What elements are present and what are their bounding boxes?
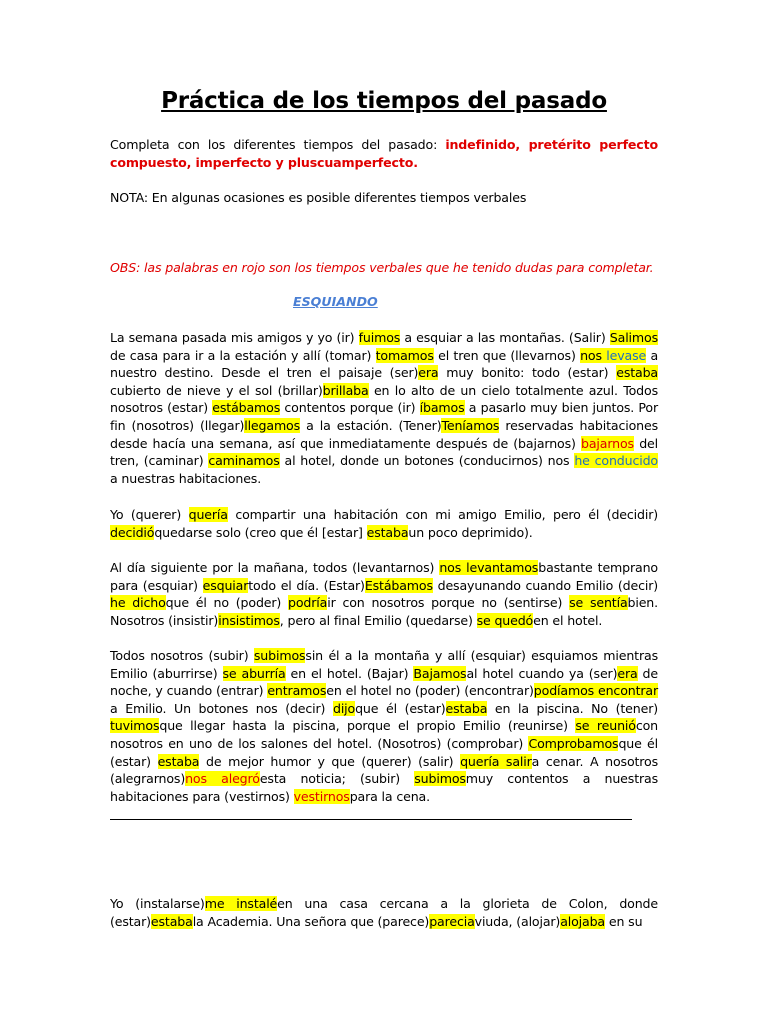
instructions-lead: Completa con los diferentes tiempos del pasado: [110, 137, 446, 152]
answer: brillaba [322, 382, 369, 398]
text: esta noticia; (subir) [259, 771, 415, 787]
answer-doubt: vestirnos [293, 788, 350, 804]
answer: fuimos [358, 330, 401, 345]
text: de noche, y cuando (entrar) [110, 665, 658, 699]
text: todo el día. (Estar) [248, 577, 365, 593]
answer: estaba [150, 913, 193, 929]
answer: nos levantamos [439, 560, 539, 575]
answer: se sentía [569, 595, 628, 611]
answer-part: levase [606, 347, 647, 363]
text: bien. Nosotros (insistir) [110, 595, 658, 628]
answer: Teníamos [441, 417, 500, 433]
answer: tomamos [375, 347, 434, 363]
text: de mejor humor y que (querer) (salir) [199, 753, 461, 769]
text: que él (estar) [110, 735, 658, 769]
answer: me instalé [204, 896, 278, 911]
text: , pero al final Emilio (quedarse) [279, 612, 477, 628]
text: reservadas habitaciones desde hacía una semana, así que inmediatamente después de (bajarnos) [110, 417, 658, 451]
answer: alojaba [560, 913, 606, 929]
paragraph-5 [110, 895, 658, 930]
text: del tren, (caminar) [110, 435, 658, 469]
text: en el hotel. (Bajar) [285, 665, 414, 681]
text: Yo (instalarse) [110, 896, 205, 911]
answer: dijo [332, 700, 356, 716]
text: en una casa cercana a la glorieta de Colon, donde (estar) [110, 896, 658, 929]
text: a Emilio. Un botones nos (decir) [110, 700, 333, 716]
paragraph-3 [110, 559, 658, 629]
answer [580, 348, 646, 363]
answer: Comprobamos [528, 735, 619, 751]
text: viuda, (alojar) [474, 913, 561, 929]
text: en la piscina. No (tener) [487, 700, 658, 716]
text: un poco deprimido). [408, 524, 533, 540]
text: el tren que (llevarnos) [433, 347, 581, 363]
answer: estaba [157, 753, 200, 769]
text: a esquiar a las montañas. (Salir) [400, 330, 610, 345]
answer: Salimos [609, 330, 658, 345]
answer: era [418, 365, 439, 381]
answer: estaba [445, 700, 488, 716]
text: La semana pasada mis amigos y yo (ir) [110, 330, 359, 345]
answer: se aburría [222, 665, 286, 681]
text: a nuestro destino. Desde el tren el paisaje (ser) [110, 347, 659, 381]
text: sin él a la montaña y allí (esquiar) esquiamos mientras Emilio (aburrirse) [110, 648, 658, 681]
nota-text: NOTA: En algunas ocasiones es posible diferentes tiempos verbales [110, 190, 527, 205]
text: en su [605, 913, 643, 929]
answer: entramos [267, 683, 327, 699]
divider-line [110, 819, 632, 820]
text: en el hotel no (poder) (encontrar) [326, 683, 534, 699]
section-title: ESQUIANDO [293, 294, 378, 309]
answer: era [617, 665, 638, 681]
text: en lo alto de un cielo totalmente azul. Todos nosotros (estar) [110, 382, 658, 416]
text: para la cena. [349, 788, 430, 804]
text: a cenar. A nosotros (alegrarnos) [110, 753, 659, 787]
answer-part: nos [580, 347, 607, 363]
answer: decidió [110, 524, 155, 540]
answer: he conducido [574, 453, 658, 469]
answer: quería salir [460, 753, 532, 769]
text: de casa para ir a la estación y allí (tomar) [110, 347, 376, 363]
text: Yo (querer) [110, 507, 189, 522]
obs-text: OBS: las palabras en rojo son los tiempos verbales que he tenido dudas para completar. [110, 260, 654, 275]
paragraph-4 [110, 647, 658, 805]
page-title: Práctica de los tiempos del pasado [161, 88, 607, 114]
answer: se quedó [476, 612, 534, 628]
instructions-tenses: indefinido, pretérito perfecto compuesto, imperfecto y pluscuamperfecto. [110, 137, 658, 170]
answer: Estábamos [364, 577, 433, 593]
text: Al día siguiente por la mañana, todos (levantarnos) [110, 560, 440, 575]
answer-doubt: bajarnos [581, 435, 634, 451]
paragraph-2 [110, 506, 658, 541]
answer-doubt: nos alegró [185, 771, 260, 787]
answer: Bajamos [413, 665, 467, 681]
answer: subimos [414, 771, 466, 787]
text: al hotel cuando ya (ser) [466, 665, 618, 681]
text: muy contentos a nuestras habitaciones para (vestirnos) [110, 771, 658, 804]
text: a pasarlo muy bien juntos. Por fin (nosotros) (llegar) [110, 400, 658, 433]
text: al hotel, donde un botones (conducirnos) nos [279, 453, 575, 469]
text: muy bonito: todo (estar) [438, 365, 617, 381]
text: cubierto de nieve y el sol (brillar) [110, 382, 323, 398]
answer: tuvimos [110, 718, 160, 734]
answer: se reunió [575, 718, 636, 734]
answer: podíamos encontrar [533, 683, 658, 699]
text: ir con nosotros porque no (sentirse) [327, 595, 570, 611]
answer: esquiar [202, 577, 249, 593]
text: que llegar hasta la piscina, porque el propio Emilio (reunirse) [159, 718, 576, 734]
answer: subimos [253, 648, 306, 663]
answer: estaba [616, 365, 658, 381]
text: bastante temprano para (esquiar) [110, 560, 658, 593]
text: que él (estar) [355, 700, 446, 716]
answer: íbamos [419, 400, 465, 416]
text: Todos nosotros (subir) [110, 648, 254, 663]
instructions [110, 136, 658, 171]
text: contentos porque (ir) [280, 400, 420, 416]
text: a nuestras habitaciones. [110, 470, 262, 486]
answer: estaba [366, 524, 409, 540]
answer: podría [288, 595, 328, 611]
text: la Academia. Una señora que (parece) [192, 913, 430, 929]
answer: llegamos [244, 417, 301, 433]
answer: quería [188, 507, 228, 522]
text: compartir una habitación con mi amigo Emilio, pero él (decidir) [227, 507, 658, 522]
answer: caminamos [208, 453, 280, 469]
answer: he dicho [110, 595, 166, 611]
text: quedarse solo (creo que él [estar] [154, 524, 367, 540]
answer: insistimos [218, 612, 280, 628]
paragraph-1 [110, 329, 658, 487]
text: en el hotel. [533, 612, 603, 628]
answer: estábamos [212, 400, 281, 416]
answer: parecia [429, 913, 475, 929]
text: que él no (poder) [165, 595, 289, 611]
text: a la estación. (Tener) [300, 417, 442, 433]
text: con nosotros en uno de los salones del hotel. (Nosotros) (comprobar) [110, 718, 658, 751]
text: desayunando cuando Emilio (decir) [432, 577, 658, 593]
